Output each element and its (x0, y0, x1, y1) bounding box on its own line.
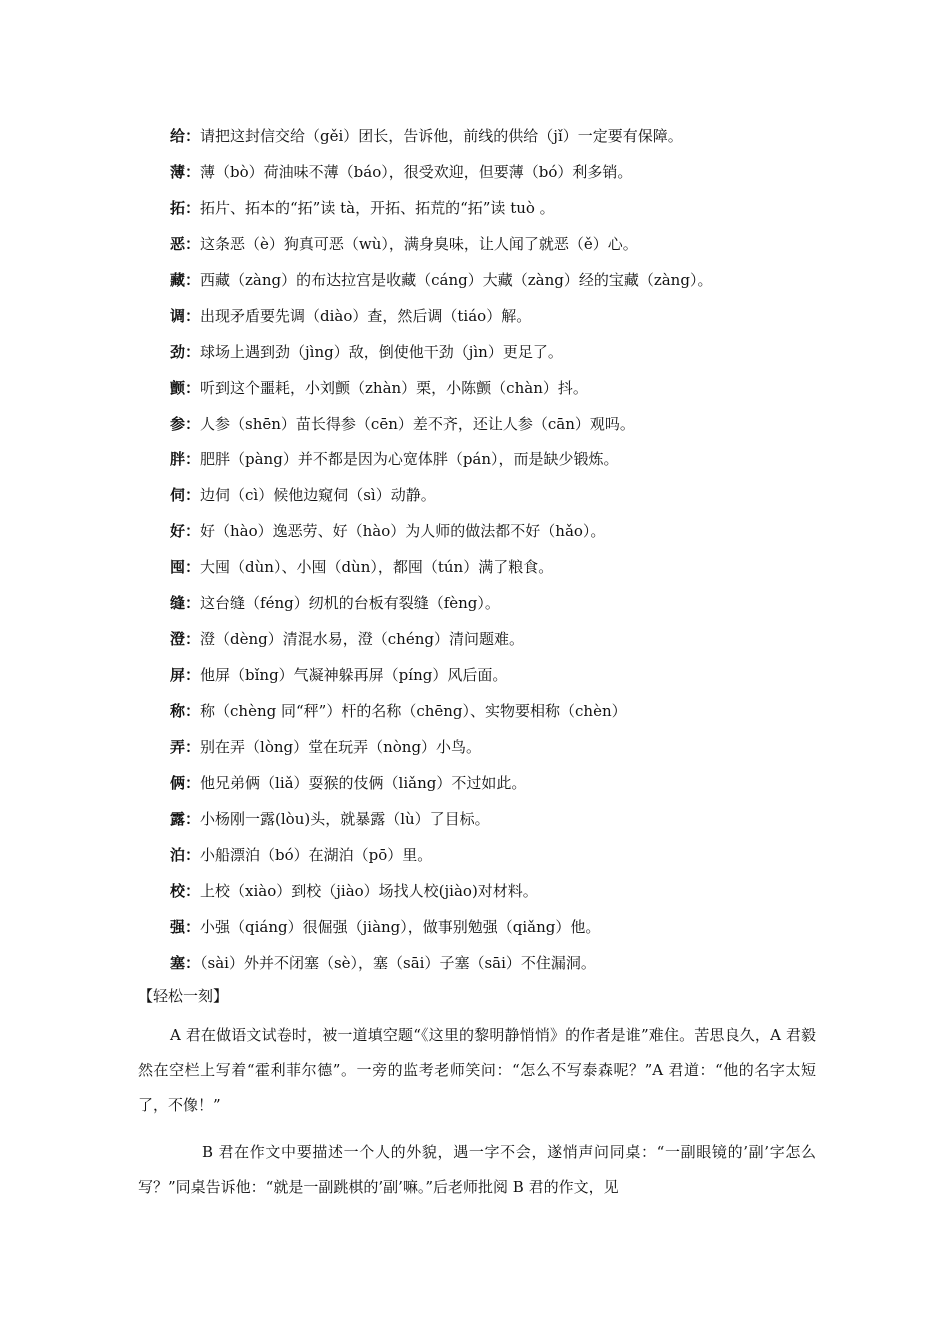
entry-example-sentence: 拓片、拓本的“拓”读 tà，开拓、拓荒的“拓”读 tuò 。 (200, 198, 555, 217)
entry-character: 颤： (170, 378, 201, 397)
entry-example-sentence: 人参（shēn）苗长得参（cēn）差不齐，还让人参（cān）观吗。 (200, 414, 635, 433)
polyphone-entry (170, 196, 870, 232)
story-paragraph-a: A 君在做语文试卷时，被一道填空题“《这里的黎明静悄悄》的作者是谁”难住。苦思良久，A 君毅然在空栏上写着“霍利菲尔德”。一旁的监考老师笑问：“怎么不写泰森呢？”A 君道：“他的名字太短了，不像！” (138, 1026, 816, 1114)
entry-character: 校： (170, 881, 201, 900)
polyphone-entry (170, 879, 870, 915)
entry-character: 拓： (170, 198, 201, 217)
polyphone-entry (170, 376, 870, 412)
entry-character: 强： (170, 917, 201, 936)
entry-example-sentence: 听到这个噩耗，小刘颤（zhàn）栗，小陈颤（chàn）抖。 (200, 378, 588, 397)
entry-example-sentence: 出现矛盾要先调（diào）查，然后调（tiáo）解。 (200, 306, 532, 325)
entry-example-sentence: 他兄弟俩（liǎ）耍猴的伎俩（liǎng）不过如此。 (200, 773, 527, 792)
entry-example-sentence: 这台缝（féng）纫机的台板有裂缝（fèng）。 (200, 594, 500, 613)
entry-character: 塞： (170, 953, 201, 972)
entry-character: 缝： (170, 594, 201, 613)
entry-example-sentence: 小杨刚一露(lòu)头，就暴露（lù）了目标。 (200, 809, 490, 828)
entry-character: 参： (170, 414, 201, 433)
entry-character: 屏： (170, 666, 201, 685)
entry-character: 好： (170, 522, 201, 541)
entry-character: 调： (170, 306, 201, 325)
polyphone-entry (170, 340, 870, 376)
entry-example-sentence: 澄（dèng）清混水易，澄（chéng）清问题难。 (200, 630, 524, 649)
entry-example-sentence: 小强（qiáng）很倔强（jiàng），做事别勉强（qiǎng）他。 (200, 917, 601, 936)
polyphone-entry (170, 663, 870, 699)
entry-character: 露： (170, 809, 201, 828)
entry-example-sentence: （sài）外并不闭塞（sè），塞（sāi）子塞（sāi）不住漏洞。 (200, 953, 596, 972)
entry-example-sentence: 别在弄（lòng）堂在玩弄（nòng）小鸟。 (200, 737, 482, 756)
entry-character: 俩： (170, 773, 201, 792)
polyphone-entry (170, 519, 870, 555)
entry-example-sentence: 请把这封信交给（gěi）团长，告诉他，前线的供给（jǐ）一定要有保障。 (200, 127, 683, 145)
entry-character: 恶： (170, 234, 201, 253)
entry-character: 泊： (170, 845, 201, 864)
polyphone-entry (170, 627, 870, 663)
polyphone-entry (170, 951, 870, 987)
polyphone-entry (170, 268, 870, 304)
polyphone-entry (170, 555, 870, 591)
entry-example-sentence: 小船漂泊（bó）在湖泊（pō）里。 (200, 845, 433, 864)
polyphone-entry (170, 483, 870, 519)
entry-character: 称： (170, 702, 201, 720)
entry-example-sentence: 大囤（dùn）、小囤（dùn），都囤（tún）满了粮食。 (200, 558, 554, 577)
entry-character: 弄： (170, 737, 201, 756)
polyphone-entry (170, 735, 870, 771)
story-paragraph-b: B 君在作文中要描述一个人的外貌，遇一字不会，遂悄声问同桌：“一副眼镜的’副’字怎么写？”同桌告诉他：“就是一副跳棋的’副’嘛。”后老师批阅 B 君的作文，见 (138, 1143, 816, 1196)
polyphone-entry (170, 447, 870, 483)
entry-example-sentence: 薄（bò）荷油味不薄（báo），很受欢迎，但要薄（bó）利多销。 (200, 162, 633, 181)
polyphone-entries-list (170, 124, 870, 987)
entry-example-sentence: 西藏（zàng）的布达拉宫是收藏（cáng）大藏（zàng）经的宝藏（zàng）。 (200, 270, 713, 289)
entry-example-sentence: 好（hào）逸恶劳、好（hào）为人师的做法都不好（hǎo）。 (200, 522, 606, 541)
section-title: 【轻松一刻】 (138, 987, 229, 1005)
entry-character: 囤： (170, 558, 201, 577)
entry-character: 藏： (170, 270, 201, 289)
polyphone-entry (170, 412, 870, 448)
polyphone-entry (170, 591, 870, 627)
polyphone-entry (170, 807, 870, 843)
entry-character: 给： (170, 127, 201, 145)
entry-character: 伺： (170, 486, 201, 505)
entry-example-sentence: 称（chèng 同“秤”）杆的名称（chēng）、实物要相称（chèn） (200, 702, 627, 720)
entry-example-sentence: 上校（xiào）到校（jiào）场找人校(jiào)对材料。 (200, 881, 538, 900)
entry-character: 薄： (170, 162, 201, 181)
polyphone-entry (170, 771, 870, 807)
entry-character: 澄： (170, 630, 201, 649)
polyphone-entry (170, 232, 870, 268)
entry-example-sentence: 球场上遇到劲（jìng）敌，倒使他干劲（jìn）更足了。 (200, 342, 563, 361)
entry-character: 劲： (170, 342, 201, 361)
entry-example-sentence: 他屏（bǐng）气凝神躲再屏（píng）风后面。 (200, 666, 508, 685)
polyphone-entry (170, 304, 870, 340)
polyphone-entry (170, 915, 870, 951)
polyphone-entry (170, 160, 870, 196)
entry-example-sentence: 肥胖（pàng）并不都是因为心宽体胖（pán），而是缺少锻炼。 (200, 450, 619, 469)
polyphone-entry (170, 699, 870, 735)
entry-example-sentence: 边伺（cì）候他边窥伺（sì）动静。 (200, 486, 436, 505)
polyphone-entry (170, 843, 870, 879)
entry-example-sentence: 这条恶（è）狗真可恶（wù），满身臭味，让人闻了就恶（ě）心。 (200, 234, 638, 253)
polyphone-entry (170, 124, 870, 160)
entry-character: 胖： (170, 450, 201, 469)
